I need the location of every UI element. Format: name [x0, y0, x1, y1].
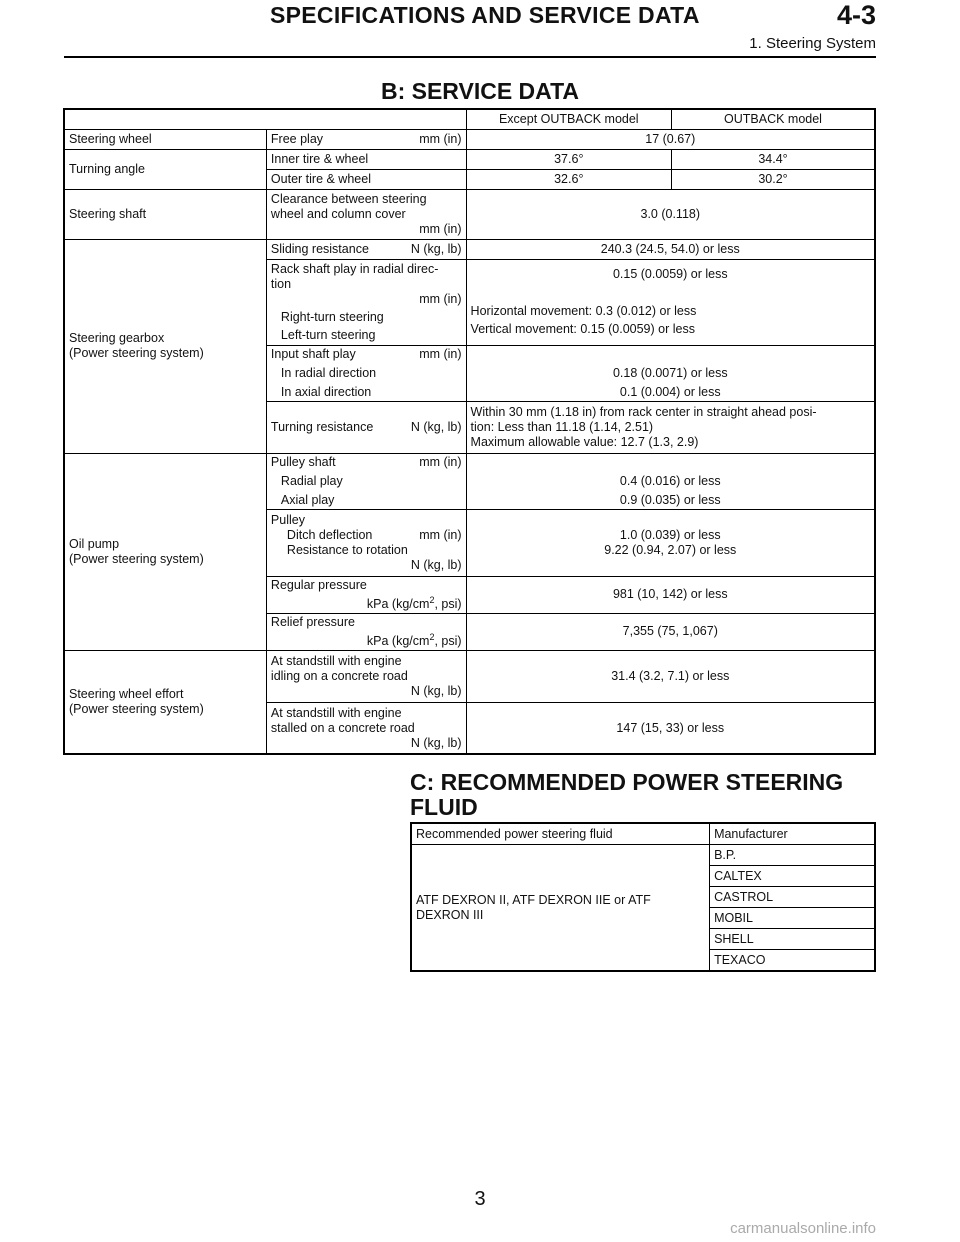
- table-row: [64, 149, 875, 169]
- unit-part: , psi): [434, 633, 462, 648]
- unit-text: N (kg, lb): [410, 241, 462, 256]
- steering-shaft-label: Steering shaft: [64, 189, 266, 239]
- unit-text: [271, 593, 462, 612]
- fluid-name-cell: [411, 845, 710, 972]
- service-data-heading: B: SERVICE DATA: [380, 78, 580, 104]
- unit-text: N (kg, lb): [410, 557, 462, 572]
- item-text: Free play: [270, 131, 324, 146]
- table-row: [411, 845, 875, 866]
- sliding-resistance-item: [266, 239, 466, 259]
- value-line: Maximum allowable value: 12.7 (1.3, 2.9): [470, 434, 699, 449]
- ditch-deflection-text: Ditch deflection: [286, 527, 373, 542]
- turning-resistance-value: [466, 401, 875, 453]
- table-row: [64, 189, 875, 239]
- vertical-movement-value: Vertical movement: 0.15 (0.0059) or less: [470, 322, 695, 336]
- wheel-effort-label: [64, 650, 266, 754]
- free-play-item: [266, 129, 466, 149]
- pulley-shaft-item: [266, 453, 466, 509]
- item-text: Regular pressure: [270, 577, 367, 592]
- unit-text: N (kg, lb): [410, 735, 462, 750]
- horizontal-movement-value: Horizontal movement: 0.3 (0.012) or less: [470, 304, 697, 318]
- item-text: Pulley shaft: [270, 454, 336, 469]
- label-line: (Power steering system): [69, 346, 204, 360]
- unit-text: mm (in): [419, 221, 462, 236]
- fluid-table: [410, 822, 876, 972]
- item-line: At standstill with engine: [270, 705, 402, 720]
- rack-play-item: [266, 259, 466, 345]
- table-header-row: [411, 823, 875, 845]
- pulley-radial-value: 0.4 (0.016) or less: [619, 473, 721, 488]
- unit-sup: 2: [429, 594, 435, 605]
- unit-text: mm (in): [419, 291, 462, 306]
- service-data-table: [63, 108, 876, 755]
- inner-except-value: 37.6°: [466, 149, 671, 169]
- pulley-axial-value: 0.9 (0.035) or less: [619, 492, 721, 507]
- oil-pump-label: [64, 453, 266, 650]
- inner-outback-value: 34.4°: [672, 149, 876, 169]
- item-line: idling on a concrete road: [270, 668, 408, 683]
- outer-except-value: 32.6°: [466, 169, 671, 189]
- unit-text: mm (in): [419, 346, 462, 361]
- radial-play-text: Radial play: [280, 473, 343, 488]
- sliding-resistance-value: 240.3 (24.5, 54.0) or less: [466, 239, 875, 259]
- free-play-value: 17 (0.67): [466, 129, 875, 149]
- turning-angle-label: Turning angle: [64, 149, 266, 189]
- shaft-clearance-item: [266, 189, 466, 239]
- col-recommended-fluid: Recommended power steering fluid: [411, 823, 710, 845]
- header-blank-cell: [64, 109, 466, 129]
- fluid-line: DEXRON III: [416, 907, 484, 922]
- outer-outback-value: 30.2°: [672, 169, 876, 189]
- table-row: [64, 453, 875, 509]
- item-line: Rack shaft play in radial direc-: [270, 261, 439, 276]
- input-radial-value: 0.18 (0.0071) or less: [612, 365, 728, 380]
- rack-radial-value: 0.15 (0.0059) or less: [612, 267, 728, 281]
- header-title: SPECIFICATIONS AND SERVICE DATA: [270, 2, 700, 28]
- input-play-value: [466, 345, 875, 401]
- turning-resistance-item: [266, 401, 466, 453]
- input-play-item: [266, 345, 466, 401]
- relief-pressure-item: [266, 613, 466, 650]
- watermark: carmanualsonline.info: [730, 1220, 876, 1237]
- item-text: Relief pressure: [270, 614, 355, 629]
- col-manufacturer: Manufacturer: [710, 823, 875, 845]
- rack-play-value: [466, 259, 875, 345]
- manufacturer-cell: SHELL: [710, 929, 875, 950]
- right-turn-text: Right-turn steering: [280, 309, 384, 324]
- pulley-value: [466, 509, 875, 576]
- heading-line: FLUID: [410, 794, 478, 820]
- table-row: [64, 129, 875, 149]
- unit-text: N (kg, lb): [410, 683, 462, 698]
- value-line: tion: Less than 11.18 (1.14, 2.51): [470, 419, 654, 434]
- unit-text: [271, 630, 462, 649]
- manufacturer-cell: CALTEX: [710, 866, 875, 887]
- regular-pressure-item: [266, 576, 466, 613]
- idling-item: [266, 650, 466, 702]
- value-line: Within 30 mm (1.18 in) from rack center in straight ahead posi-: [470, 404, 817, 419]
- label-line: Oil pump: [69, 536, 120, 551]
- axial-play-text: Axial play: [280, 492, 335, 507]
- unit-part: kPa (kg/cm: [366, 596, 430, 611]
- left-turn-text: Left-turn steering: [280, 327, 376, 342]
- header-subtitle: 1. Steering System: [749, 35, 876, 52]
- unit-text: mm (in): [419, 131, 462, 146]
- ditch-deflection-value: 1.0 (0.039) or less: [619, 527, 721, 542]
- table-row: [64, 239, 875, 259]
- radial-direction-text: In radial direction: [280, 365, 377, 380]
- col-outback: OUTBACK model: [672, 109, 876, 129]
- label-line: (Power steering system): [69, 551, 204, 566]
- inner-tire-item: Inner tire & wheel: [266, 149, 466, 169]
- unit-text: mm (in): [419, 527, 462, 542]
- pulley-item: [266, 509, 466, 576]
- item-text: Turning resistance: [270, 419, 374, 434]
- unit-sup: 2: [429, 631, 435, 642]
- resistance-rotation-value: 9.22 (0.94, 2.07) or less: [604, 542, 737, 557]
- axial-direction-text: In axial direction: [280, 384, 372, 399]
- section-code: 4-3: [836, 0, 876, 30]
- item-line: Clearance between steering: [270, 191, 427, 206]
- unit-text: N (kg, lb): [410, 419, 462, 434]
- unit-part: , psi): [434, 596, 462, 611]
- label-line: Steering gearbox: [69, 331, 165, 345]
- heading-line: C: RECOMMENDED POWER STEERING: [410, 769, 844, 795]
- item-text: Sliding resistance: [270, 241, 369, 256]
- outer-tire-item: Outer tire & wheel: [266, 169, 466, 189]
- manufacturer-cell: B.P.: [710, 845, 875, 866]
- stalled-value: 147 (15, 33) or less: [466, 702, 875, 754]
- stalled-item: [266, 702, 466, 754]
- item-line: wheel and column cover: [270, 206, 406, 221]
- unit-part: kPa (kg/cm: [366, 633, 430, 648]
- relief-pressure-value: 7,355 (75, 1,067): [466, 613, 875, 650]
- steering-wheel-label: Steering wheel: [64, 129, 266, 149]
- table-header-row: [64, 109, 875, 129]
- manufacturer-cell: TEXACO: [710, 950, 875, 972]
- input-axial-value: 0.1 (0.004) or less: [619, 384, 721, 399]
- item-text: Pulley: [270, 512, 305, 527]
- resistance-rotation-text: Resistance to rotation: [286, 542, 408, 557]
- label-line: (Power steering system): [69, 702, 204, 717]
- idling-value: 31.4 (3.2, 7.1) or less: [466, 650, 875, 702]
- manufacturer-cell: CASTROL: [710, 887, 875, 908]
- item-line: At standstill with engine: [270, 653, 402, 668]
- item-line: stalled on a concrete road: [270, 720, 415, 735]
- fluid-line: ATF DEXRON II, ATF DEXRON IIE or ATF: [416, 892, 651, 907]
- regular-pressure-value: 981 (10, 142) or less: [466, 576, 875, 613]
- pulley-shaft-value: [466, 453, 875, 509]
- header-rule: [64, 56, 876, 58]
- fluid-heading: [410, 770, 843, 820]
- col-except-outback: Except OUTBACK model: [466, 109, 671, 129]
- gearbox-label: [64, 239, 266, 453]
- page-number: 3: [474, 1188, 486, 1210]
- manufacturer-cell: MOBIL: [710, 908, 875, 929]
- item-line: tion: [270, 276, 292, 291]
- item-text: Input shaft play: [270, 346, 356, 361]
- label-line: Steering wheel effort: [69, 687, 184, 702]
- unit-text: mm (in): [419, 454, 462, 469]
- shaft-clearance-value: 3.0 (0.118): [466, 189, 875, 239]
- table-row: [64, 650, 875, 702]
